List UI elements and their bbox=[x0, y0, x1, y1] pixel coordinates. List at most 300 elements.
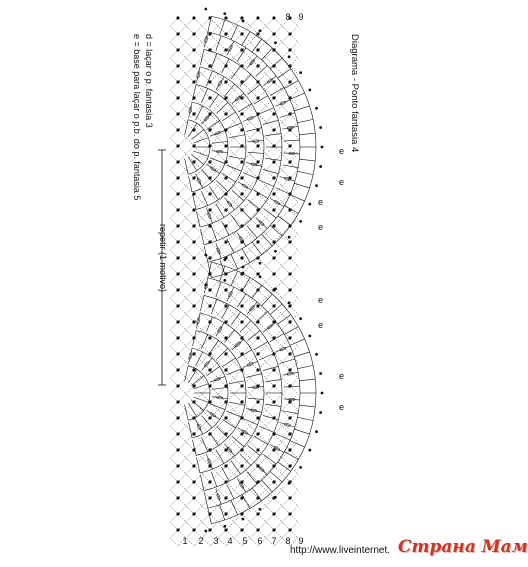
mesh-dot bbox=[224, 368, 227, 371]
fan-arc bbox=[208, 278, 300, 508]
mesh-dot bbox=[192, 16, 195, 19]
mesh-cell bbox=[186, 242, 202, 258]
stitch bbox=[202, 358, 212, 370]
mesh-dot bbox=[176, 416, 179, 419]
mesh-cell bbox=[186, 194, 202, 210]
mesh-dot bbox=[240, 160, 243, 163]
stitch bbox=[297, 365, 313, 368]
e-mark: e bbox=[339, 371, 345, 381]
mesh-dot bbox=[224, 528, 227, 531]
stitch bbox=[263, 169, 278, 173]
mesh-cell bbox=[282, 226, 298, 242]
stitch bbox=[211, 226, 217, 241]
picot-dot bbox=[204, 8, 207, 11]
mesh-dot bbox=[192, 160, 195, 163]
mesh-dot bbox=[208, 304, 211, 307]
mesh-dot bbox=[272, 128, 275, 131]
mesh-cell bbox=[250, 226, 266, 242]
stitch bbox=[243, 419, 258, 425]
mesh-dot bbox=[256, 48, 259, 51]
stitch bbox=[209, 94, 218, 107]
picot-dot bbox=[204, 254, 207, 257]
stitch bbox=[242, 278, 250, 292]
stitch bbox=[294, 106, 309, 111]
stitch bbox=[270, 471, 282, 482]
stitch bbox=[200, 229, 204, 245]
mesh-cell bbox=[170, 434, 186, 450]
mesh-cell bbox=[250, 418, 266, 434]
stitch bbox=[297, 171, 313, 174]
mesh-cell bbox=[266, 498, 282, 514]
mesh-dot bbox=[288, 304, 291, 307]
mesh-dot bbox=[224, 416, 227, 419]
mesh-dot bbox=[192, 80, 195, 83]
mesh-dot bbox=[288, 32, 291, 35]
stitch bbox=[256, 463, 268, 474]
stitch bbox=[240, 208, 251, 220]
stitch bbox=[276, 434, 291, 440]
stitch bbox=[299, 159, 315, 161]
stitch bbox=[188, 369, 196, 383]
mesh-dot bbox=[176, 384, 179, 387]
stitch bbox=[262, 234, 273, 246]
mesh-cell bbox=[266, 514, 282, 530]
mesh-dot bbox=[288, 288, 291, 291]
mesh-dot bbox=[256, 400, 259, 403]
mesh-cell bbox=[266, 386, 282, 402]
stitch bbox=[185, 366, 189, 382]
stitch bbox=[263, 454, 276, 464]
mesh-cell bbox=[170, 354, 186, 370]
mesh-dot bbox=[208, 128, 211, 131]
mesh-dot bbox=[272, 208, 275, 211]
picot-dot bbox=[319, 126, 322, 129]
mesh-dot bbox=[176, 240, 179, 243]
mesh-dot bbox=[240, 480, 243, 483]
stitch bbox=[270, 444, 284, 452]
mesh-cell bbox=[266, 194, 282, 210]
fan-motif bbox=[185, 254, 324, 533]
mesh-dot bbox=[256, 528, 259, 531]
picot-dot bbox=[259, 262, 262, 265]
stitch bbox=[276, 100, 291, 106]
mesh-dot bbox=[256, 144, 259, 147]
e-mark: e bbox=[318, 222, 324, 232]
mesh-dot bbox=[256, 368, 259, 371]
stitch bbox=[195, 352, 202, 366]
mesh-cell bbox=[170, 162, 186, 178]
mesh-dot bbox=[208, 208, 211, 211]
mesh-cell bbox=[266, 34, 282, 50]
mesh-dot bbox=[272, 480, 275, 483]
stitch bbox=[242, 495, 250, 509]
mesh-dot bbox=[288, 368, 291, 371]
mesh-dot bbox=[272, 176, 275, 179]
mesh-dot bbox=[208, 336, 211, 339]
mesh-dot bbox=[224, 176, 227, 179]
mesh-cell bbox=[202, 466, 218, 482]
mesh-cell bbox=[186, 18, 202, 34]
stitch bbox=[216, 102, 227, 113]
mesh-cell bbox=[202, 274, 218, 290]
mesh-dot bbox=[192, 256, 195, 259]
picot-dot bbox=[274, 41, 277, 44]
mesh-dot bbox=[176, 224, 179, 227]
row-number-8: 8 bbox=[285, 536, 291, 546]
mesh-cell bbox=[266, 306, 282, 322]
mesh-cell bbox=[186, 258, 202, 274]
row-number-3: 3 bbox=[213, 536, 219, 546]
stitch bbox=[216, 426, 227, 437]
mesh-dot bbox=[288, 144, 291, 147]
stitch bbox=[284, 140, 300, 141]
mesh-cell bbox=[250, 466, 266, 482]
mesh-dot bbox=[176, 272, 179, 275]
stitch bbox=[229, 135, 245, 138]
stitch bbox=[201, 88, 207, 103]
stitch bbox=[227, 485, 234, 499]
mesh-cell bbox=[266, 18, 282, 34]
stitch bbox=[242, 249, 250, 263]
picot-dot bbox=[223, 258, 226, 261]
mesh-cell bbox=[234, 210, 250, 226]
fan-arc bbox=[208, 32, 300, 262]
mesh-cell bbox=[234, 354, 250, 370]
mesh-dot bbox=[192, 32, 195, 35]
mesh-cell bbox=[170, 290, 186, 306]
mesh-dot bbox=[192, 432, 195, 435]
picot-dot bbox=[308, 335, 311, 338]
row-number-top-9: 9 bbox=[298, 12, 304, 22]
picot-dot bbox=[288, 301, 291, 304]
mesh-dot bbox=[176, 256, 179, 259]
mesh-cell bbox=[202, 178, 218, 194]
mesh-dot bbox=[240, 256, 243, 259]
picot-dot bbox=[242, 518, 245, 521]
mesh-dot bbox=[192, 272, 195, 275]
mesh-dot bbox=[256, 496, 259, 499]
stitch bbox=[207, 164, 220, 173]
mesh-dot bbox=[224, 240, 227, 243]
mesh-cell bbox=[282, 482, 298, 498]
mesh-cell bbox=[234, 370, 250, 386]
stitch bbox=[259, 354, 274, 360]
mesh-dot bbox=[288, 384, 291, 387]
mesh-dot bbox=[288, 240, 291, 243]
mesh-cell bbox=[250, 274, 266, 290]
mesh-dot bbox=[272, 256, 275, 259]
mesh-dot bbox=[272, 272, 275, 275]
mesh-dot bbox=[192, 352, 195, 355]
picot-dot bbox=[223, 279, 226, 282]
stitch bbox=[195, 174, 202, 188]
stitch bbox=[270, 88, 284, 96]
stitch bbox=[216, 323, 224, 337]
mesh-cell bbox=[218, 50, 234, 66]
mesh-dot bbox=[256, 416, 259, 419]
stitch bbox=[276, 188, 291, 194]
diagram-title: Diagrama - Ponto fantasia 4 bbox=[349, 34, 360, 153]
mesh-dot bbox=[288, 448, 291, 451]
row-number-2: 2 bbox=[198, 536, 204, 546]
mesh-dot bbox=[208, 160, 211, 163]
stitch bbox=[212, 397, 228, 399]
mesh-dot bbox=[288, 528, 291, 531]
stitch bbox=[254, 190, 268, 198]
picot-dot bbox=[242, 266, 245, 269]
row-number-7: 7 bbox=[271, 536, 277, 546]
stitch bbox=[231, 500, 238, 515]
stitch bbox=[297, 119, 313, 122]
picot-dot bbox=[315, 430, 318, 433]
stitch bbox=[263, 322, 276, 332]
mesh-dot bbox=[176, 64, 179, 67]
mesh-dot bbox=[192, 528, 195, 531]
mesh-cell bbox=[170, 370, 186, 386]
mesh-cell bbox=[170, 258, 186, 274]
mesh-dot bbox=[256, 512, 259, 515]
mesh-cell bbox=[266, 274, 282, 290]
stitch bbox=[196, 211, 200, 227]
stitch bbox=[201, 191, 207, 206]
mesh-dot bbox=[272, 528, 275, 531]
row-number-1: 1 bbox=[182, 536, 188, 546]
mesh-cell bbox=[218, 306, 234, 322]
legend-e: e = base para laçar o p.b. do p. fantasia 5 bbox=[132, 34, 142, 201]
picot-dot bbox=[204, 530, 207, 533]
stitch bbox=[263, 366, 278, 370]
mesh-dot bbox=[256, 448, 259, 451]
legend-d: d = laçar o p. fantasia 3 bbox=[144, 34, 154, 128]
stitch bbox=[240, 75, 251, 87]
mesh-dot bbox=[288, 320, 291, 323]
stitch bbox=[210, 158, 225, 164]
mesh-dot bbox=[176, 448, 179, 451]
stitch bbox=[193, 151, 208, 156]
picot-dot bbox=[315, 184, 318, 187]
mesh-dot bbox=[224, 80, 227, 83]
stitch bbox=[262, 48, 273, 60]
mesh-dot bbox=[272, 224, 275, 227]
mesh-cell bbox=[266, 418, 282, 434]
stitch bbox=[248, 199, 260, 209]
mesh-dot bbox=[288, 464, 291, 467]
e-mark: e bbox=[318, 320, 324, 330]
mesh-dot bbox=[288, 512, 291, 515]
mesh-cell bbox=[170, 82, 186, 98]
mesh-dot bbox=[208, 480, 211, 483]
mesh-dot bbox=[208, 528, 211, 531]
mesh-dot bbox=[192, 384, 195, 387]
mesh-dot bbox=[176, 528, 179, 531]
mesh-cell bbox=[218, 434, 234, 450]
mesh-dot bbox=[176, 368, 179, 371]
stitch bbox=[254, 436, 268, 444]
mesh-cell bbox=[234, 290, 250, 306]
mesh-cell bbox=[202, 34, 218, 50]
stitch bbox=[290, 195, 305, 201]
mesh-dot bbox=[224, 352, 227, 355]
mesh-cell bbox=[266, 114, 282, 130]
mesh-cell bbox=[186, 226, 202, 242]
mesh-cell bbox=[266, 338, 282, 354]
mesh-dot bbox=[192, 64, 195, 67]
mesh-dot bbox=[288, 432, 291, 435]
mesh-dot bbox=[208, 96, 211, 99]
mesh-cell bbox=[282, 322, 298, 338]
mesh-dot bbox=[176, 336, 179, 339]
stitch bbox=[193, 194, 197, 210]
mesh-cell bbox=[282, 434, 298, 450]
mesh-dot bbox=[192, 288, 195, 291]
stitch bbox=[188, 403, 196, 417]
stitch bbox=[247, 472, 257, 484]
mesh-cell bbox=[170, 98, 186, 114]
mesh-cell bbox=[282, 66, 298, 82]
row-number-6: 6 bbox=[257, 536, 263, 546]
mesh-cell bbox=[186, 50, 202, 66]
stitch bbox=[200, 475, 204, 491]
stitch bbox=[232, 339, 244, 349]
mesh-dot bbox=[208, 416, 211, 419]
stitch bbox=[297, 417, 313, 420]
mesh-dot bbox=[208, 64, 211, 67]
picot-dot bbox=[242, 20, 245, 23]
mesh-cell bbox=[266, 258, 282, 274]
mesh-dot bbox=[240, 96, 243, 99]
mesh-dot bbox=[288, 336, 291, 339]
stitch bbox=[201, 437, 207, 452]
stitch bbox=[216, 489, 221, 504]
mesh-dot bbox=[176, 512, 179, 515]
mesh-dot bbox=[224, 32, 227, 35]
e-mark: e bbox=[339, 402, 345, 412]
mesh-dot bbox=[176, 80, 179, 83]
mesh-dot bbox=[208, 256, 211, 259]
mesh-cell bbox=[218, 146, 234, 162]
mesh-dot bbox=[176, 496, 179, 499]
picot-dot bbox=[259, 275, 262, 278]
mesh-dot bbox=[192, 368, 195, 371]
stitch bbox=[222, 467, 230, 481]
mesh-dot bbox=[256, 64, 259, 67]
stitch bbox=[262, 480, 273, 492]
mesh-cell bbox=[234, 450, 250, 466]
picot-dot bbox=[321, 392, 324, 395]
mesh-cell bbox=[170, 306, 186, 322]
mesh-dot bbox=[224, 496, 227, 499]
stitch bbox=[210, 376, 225, 382]
mesh-dot bbox=[288, 160, 291, 163]
mesh-cell bbox=[282, 402, 298, 418]
row-number-9: 9 bbox=[298, 536, 304, 546]
stitch bbox=[231, 271, 238, 286]
picot-dot bbox=[315, 107, 318, 110]
mesh-dot bbox=[224, 432, 227, 435]
e-mark: e bbox=[318, 197, 324, 207]
mesh-dot bbox=[256, 336, 259, 339]
mesh-dot bbox=[240, 464, 243, 467]
mesh-cell bbox=[282, 146, 298, 162]
mesh-cell bbox=[250, 82, 266, 98]
stitch bbox=[265, 158, 281, 160]
stitch bbox=[284, 452, 298, 460]
mesh-dot bbox=[272, 48, 275, 51]
mesh-dot bbox=[272, 192, 275, 195]
picot-dot bbox=[288, 55, 291, 58]
mesh-cell bbox=[234, 50, 250, 66]
mesh-cell bbox=[218, 402, 234, 418]
mesh-dot bbox=[240, 32, 243, 35]
stitch bbox=[238, 350, 252, 358]
stitch bbox=[226, 411, 241, 417]
mesh-dot bbox=[176, 192, 179, 195]
mesh-cell bbox=[234, 514, 250, 530]
mesh-cell bbox=[250, 306, 266, 322]
stitch bbox=[202, 170, 212, 182]
stitch bbox=[222, 112, 235, 121]
mesh-dot bbox=[256, 304, 259, 307]
stitch bbox=[211, 53, 217, 68]
mesh-cell bbox=[170, 210, 186, 226]
mesh-dot bbox=[192, 240, 195, 243]
mesh-cell bbox=[234, 66, 250, 82]
mesh-dot bbox=[240, 192, 243, 195]
mesh-cell bbox=[186, 82, 202, 98]
stitch bbox=[248, 152, 264, 153]
mesh-cell bbox=[170, 482, 186, 498]
stitch bbox=[290, 441, 305, 447]
mesh-cell bbox=[170, 226, 186, 242]
mesh-dot bbox=[224, 16, 227, 19]
picot-dot bbox=[319, 411, 322, 414]
mesh-dot bbox=[192, 112, 195, 115]
stitch bbox=[254, 342, 268, 350]
mesh-cell bbox=[170, 498, 186, 514]
stitch bbox=[231, 254, 238, 269]
stitch bbox=[185, 159, 189, 175]
stitch bbox=[270, 225, 282, 236]
stitch bbox=[227, 239, 234, 253]
mesh-cell bbox=[282, 274, 298, 290]
mesh-dot bbox=[256, 16, 259, 19]
mesh-cell bbox=[218, 66, 234, 82]
stitch bbox=[278, 69, 291, 78]
mesh-dot bbox=[240, 384, 243, 387]
mesh-cell bbox=[282, 162, 298, 178]
mesh-cell bbox=[170, 50, 186, 66]
mesh-cell bbox=[218, 194, 234, 210]
mesh-cell bbox=[170, 114, 186, 130]
mesh-cell bbox=[250, 18, 266, 34]
mesh-cell bbox=[282, 242, 298, 258]
picot-dot bbox=[288, 236, 291, 239]
mesh-dot bbox=[176, 304, 179, 307]
mesh-cell bbox=[186, 322, 202, 338]
mesh-cell bbox=[202, 50, 218, 66]
stitch bbox=[280, 423, 295, 428]
mesh-dot bbox=[192, 304, 195, 307]
mesh-dot bbox=[208, 288, 211, 291]
mesh-dot bbox=[176, 176, 179, 179]
mesh-dot bbox=[176, 400, 179, 403]
mesh-cell bbox=[186, 498, 202, 514]
mesh-cell bbox=[170, 466, 186, 482]
mesh-cell bbox=[282, 514, 298, 530]
stitch bbox=[216, 36, 221, 51]
row-number-4: 4 bbox=[227, 536, 233, 546]
row-number-5: 5 bbox=[242, 536, 248, 546]
